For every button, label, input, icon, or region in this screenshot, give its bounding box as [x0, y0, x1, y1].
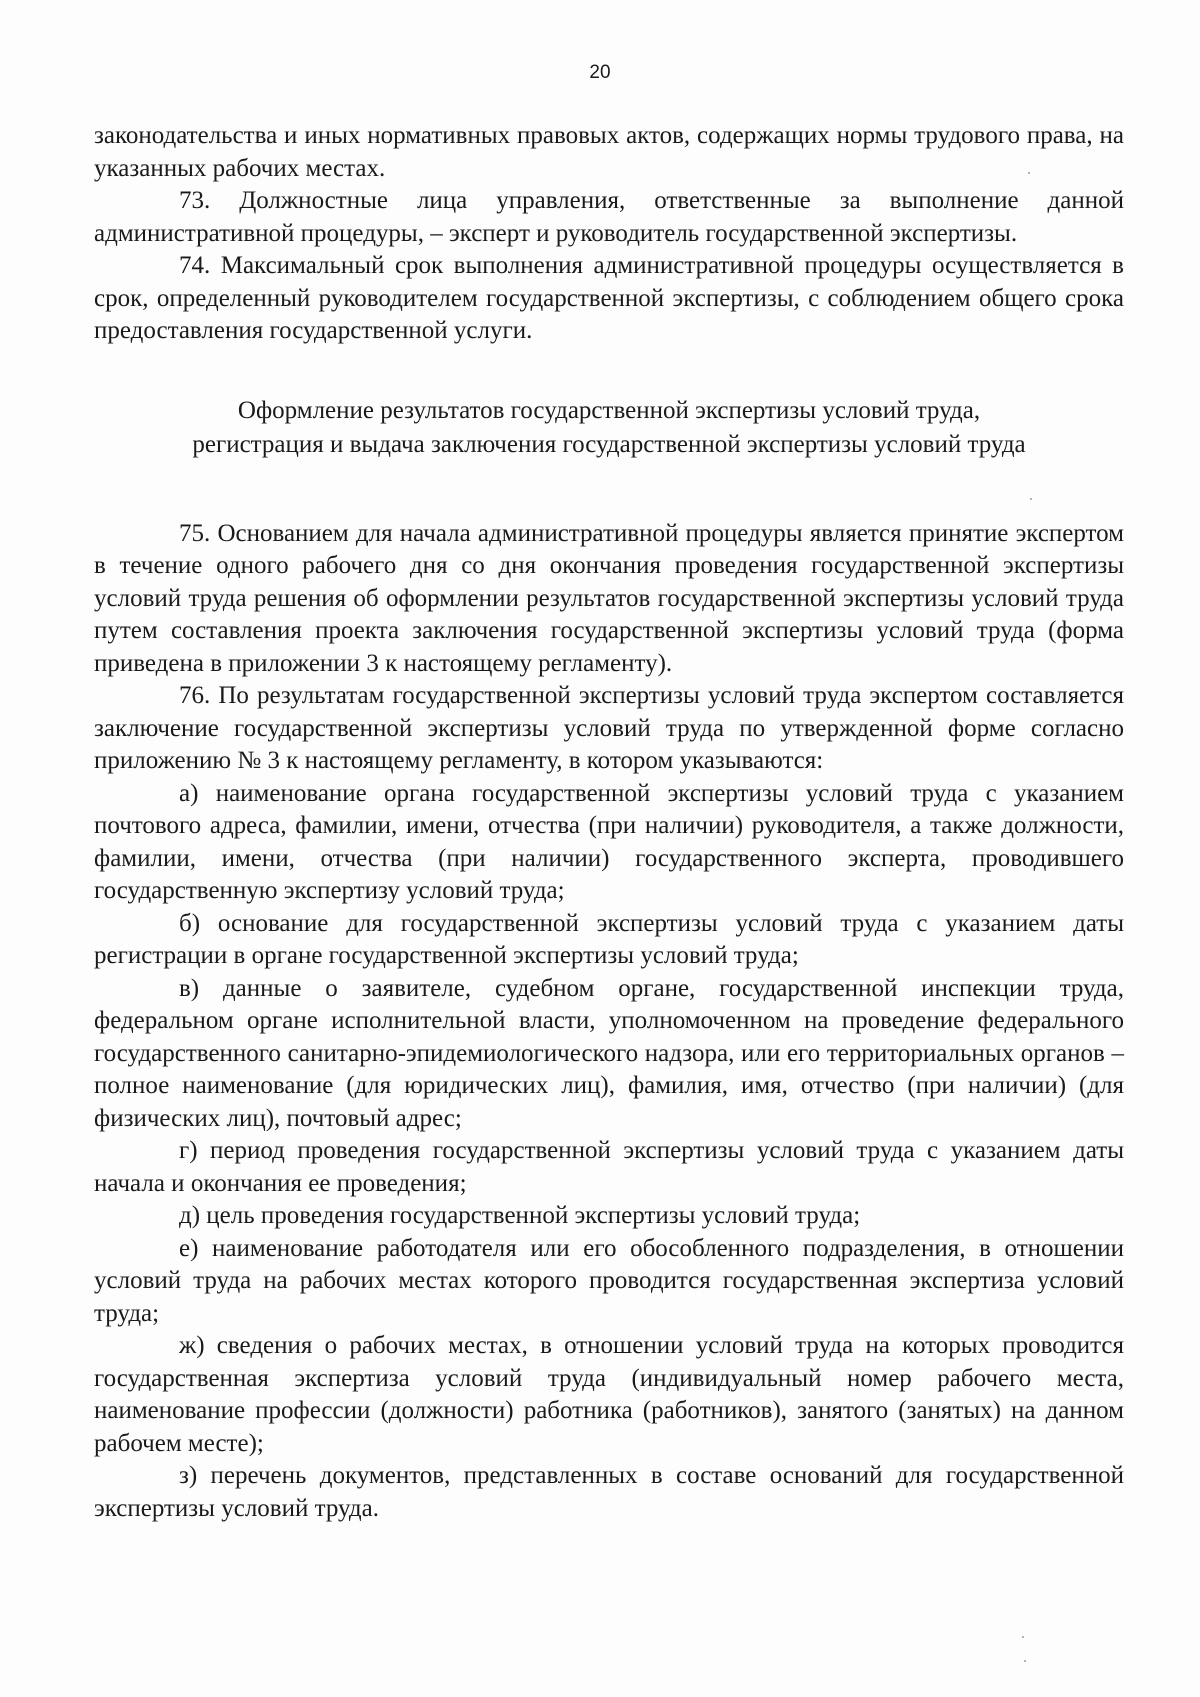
document-body [94, 120, 1124, 1525]
paragraph-73: 73. Должностные лица управления, ответственные за выполнение данной административной процедуры, – эксперт и руководитель государственной экспертизы. [94, 187, 1124, 247]
list-item-z: з) перечень документов, представленных в составе оснований для государственной экспертизы условий труда. [94, 1462, 1124, 1522]
scan-speck [1028, 172, 1030, 174]
section-heading-line-2: регистрация и выдача заключения государственной экспертизы условий труда [192, 430, 1026, 458]
list-item-zh: ж) сведения о рабочих местах, в отношении условий труда на которых проводится государственная экспертиза условий труда (индивидуальный номер рабочего места, наименование профессии (должности) работника (работников), занятого (занятых) на данном рабочем месте); [94, 1332, 1124, 1457]
list-item-g: г) период проведения государственной экспертизы условий труда с указанием даты начала и окончания ее проведения; [94, 1137, 1124, 1197]
page-number: 20 [589, 62, 611, 83]
list-item-a: а) наименование органа государственной экспертизы условий труда с указанием почтового адреса, фамилии, имени, отчества (при наличии) руководителя, а также должности, фамилии, имени, отчества (при наличии) государственного эксперта, проводившего государственную экспертизу условий труда; [94, 779, 1124, 904]
paragraph-75: 75. Основанием для начала административной процедуры является принятие экспертом в течение одного рабочего дня со дня окончания проведения государственной экспертизы условий труда решения об оформлении результатов государственной экспертизы условий труда путем составления проекта заключения государственной экспертизы условий труда (форма приведена в приложении 3 к настоящему регламенту). [94, 519, 1124, 677]
paragraph-74: 74. Максимальный срок выполнения административной процедуры осуществляется в срок, определенный руководителем государственной экспертизы, с соблюдением общего срока предоставления государственной услуги. [94, 252, 1124, 344]
section-heading [94, 394, 1124, 462]
list-item-e: е) наименование работодателя или его обособленного подразделения, в отношении условий труда на рабочих местах которого проводится государственная экспертиза условий труда; [94, 1234, 1124, 1327]
scan-speck [1030, 498, 1032, 500]
section-heading-line-1: Оформление результатов государственной экспертизы условий труда, [237, 396, 981, 424]
intro-continuation-paragraph: законодательства и иных нормативных правовых актов, содержащих нормы трудового права, на указанных рабочих местах. [94, 122, 1124, 182]
scan-speck [1024, 1660, 1026, 1662]
list-item-b: б) основание для государственной экспертизы условий труда с указанием даты регистрации в органе государственной экспертизы условий труда; [94, 909, 1124, 969]
list-item-d: д) цель проведения государственной экспертизы условий труда; [179, 1202, 861, 1229]
list-item-v: в) данные о заявителе, судебном органе, государственной инспекции труда, федеральном органе исполнительной власти, уполномоченном на проведение федерального государственного санитарно-эпидемиологического надзора, или его территориальных органов – полное наименование (для юридических лиц), фамилия, имя, отчество (при наличии) (для физических лиц), почтовый адрес; [94, 974, 1124, 1132]
scan-speck [1022, 1636, 1024, 1638]
paragraph-76: 76. По результатам государственной экспертизы условий труда экспертом составляется заключение государственной экспертизы условий труда по утвержденной форме согласно приложению № 3 к настоящему регламенту, в котором указываются: [94, 682, 1124, 774]
